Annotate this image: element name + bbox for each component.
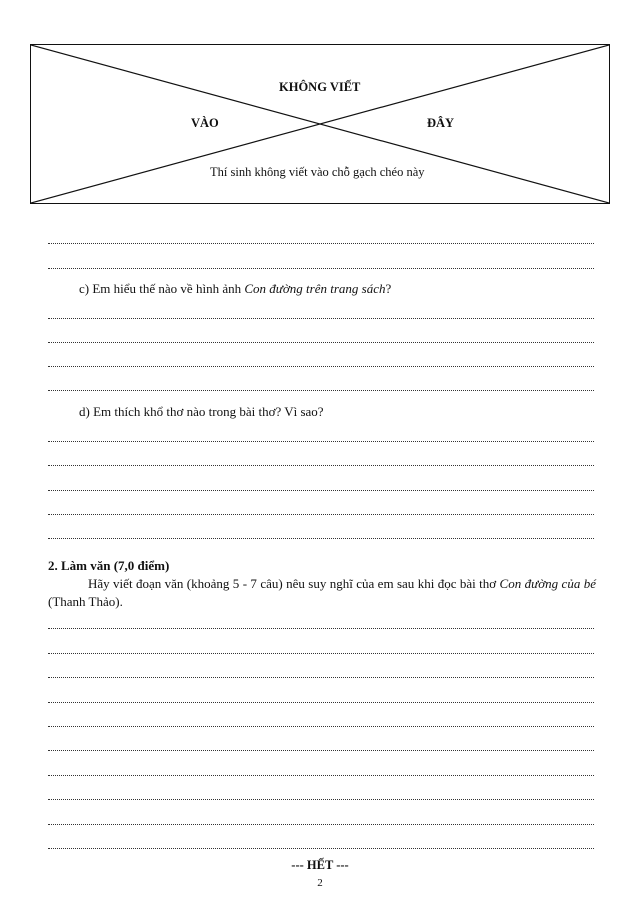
answer-line[interactable] [48, 390, 594, 391]
box-top-label: KHÔNG VIẾT [279, 80, 361, 94]
prompt-poem-title: Con đường của bé [499, 576, 596, 591]
answer-line[interactable] [48, 775, 594, 776]
answer-line[interactable] [48, 824, 594, 825]
prompt-text: Hãy viết đoạn văn (khoảng 5 - 7 câu) nêu suy nghĩ của em sau khi đọc bài thơ [88, 576, 500, 591]
question-c [79, 281, 391, 297]
answer-line[interactable] [48, 268, 594, 269]
answer-line[interactable] [48, 677, 594, 678]
question-c-suffix: ? [385, 281, 392, 296]
answer-line[interactable] [48, 342, 594, 343]
answer-line[interactable] [48, 243, 594, 244]
question-d: d) Em thích khổ thơ nào trong bài thơ? Vì sao? [79, 404, 324, 419]
answer-line[interactable] [48, 702, 594, 703]
section-2-heading: 2. Làm văn (7,0 điểm) [48, 558, 170, 573]
answer-line[interactable] [48, 750, 594, 751]
answer-line[interactable] [48, 318, 594, 319]
answer-line[interactable] [48, 538, 594, 539]
question-c-prefix: c) Em hiểu thế nào về hình ảnh [79, 281, 245, 296]
answer-line[interactable] [48, 848, 594, 849]
answer-line[interactable] [48, 441, 594, 442]
answer-line[interactable] [48, 490, 594, 491]
answer-line[interactable] [48, 653, 594, 654]
question-c-italic: Con đường trên trang sách [244, 281, 386, 296]
box-right-label: ĐÂY [427, 116, 455, 130]
answer-line[interactable] [48, 628, 594, 629]
answer-line[interactable] [48, 465, 594, 466]
box-left-label: VÀO [191, 116, 219, 130]
answer-line[interactable] [48, 799, 594, 800]
prompt-author: (Thanh Thảo). [48, 594, 123, 609]
answer-line[interactable] [48, 726, 594, 727]
end-mark: --- HẾT --- [291, 858, 349, 872]
no-write-box [30, 44, 610, 204]
section-2-prompt [48, 575, 596, 611]
answer-line[interactable] [48, 514, 594, 515]
page-number: 2 [317, 877, 323, 889]
answer-line[interactable] [48, 366, 594, 367]
box-note: Thí sinh không viết vào chỗ gạch chéo này [210, 165, 425, 179]
